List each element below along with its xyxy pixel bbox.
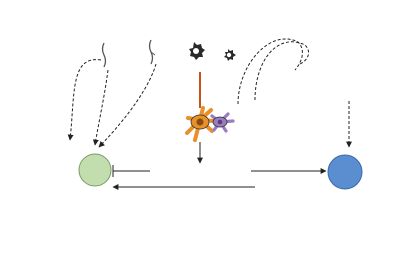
microbiota-bacteria-icon (189, 42, 236, 61)
apc-dendritic-cell (187, 108, 233, 140)
treg-cell (79, 154, 111, 186)
treg-effector-interaction (113, 165, 326, 187)
effector-t-cell (328, 155, 362, 189)
helicobacter-bacteria-icon (103, 40, 156, 67)
